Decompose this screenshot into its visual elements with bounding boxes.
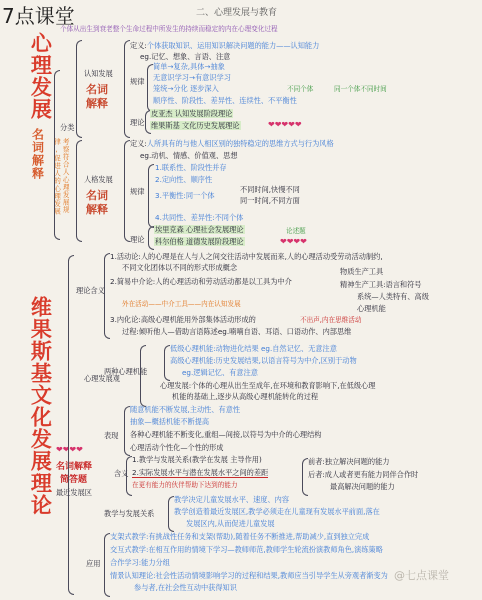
func-low: 低级心理机能:动物进化结果 eg.自然记忆、无意注意 (170, 344, 337, 353)
cog-rule-1: 简单→复杂,具体→抽象 (153, 62, 225, 71)
func-dev-view: 心理发展:个体的心理从出生至成年,在环境和教育影响下,在低级心理 (160, 381, 376, 390)
tm-line-3: 3.内化论:高级心理机能用外部集体活动形成的 (110, 315, 256, 324)
func-high-eg: eg.逻辑记忆、有意注意 (182, 368, 258, 377)
tm-line-1b: 不同文化团体以不同的形式形成概念 (122, 263, 238, 272)
brace-per-law (148, 164, 154, 228)
zpd-note: 在更有能力的伙伴帮助下达到的能力 (132, 481, 238, 489)
per-examples: eg.动机、情感、价值观、思想 (140, 151, 238, 160)
app-4b: 参与者,在社会性互动中获得知识 (134, 583, 237, 592)
per-rule-2: 2.定向性、顺序性 (155, 175, 213, 184)
page-title: 二、心理发展与教育 (196, 8, 278, 18)
tm-note-tools: 外在活动——中介工具——内在认知发展 (122, 300, 241, 308)
cog-rule-3c: 同一个体不同时间 (334, 85, 387, 93)
teaching-2: 教学创造着最近发展区,教学必须走在儿童现有发展水平前面,落在 (174, 507, 380, 516)
app-3: 合作学习:能力分组 (110, 558, 170, 567)
app-1: 支架式教学:有挑战性任务和支架(帮助),随着任务不断推进,帮助减少,直到独立完成 (110, 532, 370, 541)
teaching-2b: 发展区内,从而促进儿童发展 (186, 519, 275, 528)
brace-classify (54, 70, 60, 240)
tm-line-2: 2.简易中介论:人的心理活动和劳动活动都是以工具为中介 (110, 277, 292, 286)
cog-def: 个体获取知识、运用知识解决问题的能力——认知能力 (146, 41, 320, 50)
zpd-level-potential-2: 最高解决问题的能力 (330, 482, 395, 491)
per-explain-label (86, 189, 110, 217)
branch-psych-dev-view: 心理发展观 (84, 374, 120, 383)
func-high: 高级心理机能:历史发展结果,以语言符号为中介,区别于动物 (170, 356, 357, 365)
branch-two-functions: 两种心理机能 (104, 367, 148, 376)
zpd-point-2: 2.实际发展水平与潜在发展水平之间的差距 (132, 468, 269, 477)
per-theory: 理论 (130, 235, 145, 244)
per-rule-4: 4.共同性、差异性:不同个体 (155, 213, 244, 222)
label-recent-zone: 最近发展区 (56, 488, 92, 497)
title-explain: 名词解释 (30, 128, 45, 180)
tm-note-inner: 不出声,内在思维活动 (300, 316, 362, 324)
zpd-level-potential: 后者:成人或者更有能力同伴合作时 (308, 470, 419, 479)
per-theory-2: 科尔伯格 道德发展阶段理论 (155, 237, 244, 246)
brace-theory-meaning (104, 253, 110, 339)
zpd-level-actual: 前者:独立解决问题的能力 (308, 457, 390, 466)
per-theory-note: 论述题 (286, 227, 306, 235)
tm-line-3b: 过程:倾听他人—借助言语陈述eg.喃喃自语、耳语、口语动作、内部思维 (122, 327, 352, 336)
per-rule-1: 1.联系性、阶段性并存 (155, 163, 227, 172)
per-theory-1: 埃里克森 心理社会发展理论 (155, 225, 244, 234)
teaching-1: 教学决定儿童发展水平、速度、内容 (174, 495, 290, 504)
cog-theory: 理论 (130, 118, 145, 127)
per-def: 人所具有的与他人相区别的独特稳定的思维方式与行为风格 (146, 139, 334, 148)
cog-rule-4: 顺序性、阶段性、差异性、连续性、不平衡性 (153, 96, 297, 105)
branch-manifest: 表现 (104, 431, 119, 440)
branch-theory-meaning: 理论含义 (76, 286, 105, 295)
header-pre: 个体从出生到衰老整个生命过程中所发生的持续而稳定的内在心理变化过程 (60, 25, 278, 33)
hearts-vygotsky: ❤❤❤❤ (56, 445, 83, 454)
cog-examples: eg.记忆、想象、言语、注意 (140, 52, 231, 61)
cog-explain-label (86, 83, 110, 111)
func-dev-view-2: 机能的基础上,逐步从高级心理机能转化的过程 (172, 392, 319, 401)
manifest-1: 随意机能不断发展,主动性、有意性 (130, 405, 241, 414)
cog-rule-3b: 不同个体 (287, 85, 314, 93)
cog-rule-3: 笼统→分化 逐步深入 (153, 84, 219, 93)
branch-classify: 分类 (60, 123, 75, 132)
tm-tool-1: 物质生产工具 (340, 267, 384, 276)
cog-rule-2: 无意识学习→有意识学习 (153, 73, 231, 82)
cog-law: 规律 (130, 77, 145, 86)
per-rule-3: 3.平衡性:同一个体 (155, 191, 215, 200)
brace-personality (76, 140, 82, 242)
tm-tool-3: 系统—人类特有、高级 (357, 292, 429, 301)
per-law: 规律 (130, 187, 145, 196)
tm-line-1: 1.活动论:人的心理是在人与人之间交往活动中发展而来,人的心理活动受劳动活动制约, (110, 252, 383, 261)
cog-theory-2: 维果斯基 文化历史发展理论 (151, 121, 240, 130)
per-rule-3b: 同一时间,不同方面 (240, 196, 300, 205)
zpd-point-1: 1.教学与发展关系(教学在发展 主导作用) (132, 455, 262, 464)
label-essay: 简答题 (60, 475, 88, 485)
branch-application: 应用 (86, 559, 101, 568)
app-4: 情景认知理论:社会性活动情境影响学习的过程和结果,教师应当引导学生从旁观者渐变为 (110, 571, 388, 580)
title-vygotsky: 维果斯基文化发展理论 (28, 296, 53, 516)
branch-cognitive: 认知发展 (84, 69, 113, 78)
watermark: @七点课堂 (394, 569, 449, 582)
app-2: 交互式教学:在相互作用的情境下学习—教师师范,教师学生轮流扮演教师角色,演练策略 (110, 545, 383, 554)
manifest-4: 心理活动个性化—个性的形成 (130, 443, 224, 452)
brace-vygotsky (68, 255, 74, 595)
manifest-3: 各种心理机能不断变化,重组—间接,以符号为中介的心理结构 (130, 430, 322, 439)
hearts-per: ❤❤❤❤ (280, 237, 307, 246)
per-explain-text: 名词解释 (86, 189, 108, 216)
tm-tool-2: 精神生产工具:语言和符号 (340, 280, 422, 289)
per-def-label: 定义: (130, 139, 147, 148)
title-psych-dev: 心理发展 (28, 32, 53, 120)
branch-meaning: 含义 (114, 469, 129, 478)
explain-note: 考察符合人心理发展规律,促进人的心理发展 (52, 138, 70, 216)
tm-tool-4: 心理机能 (357, 304, 386, 313)
branch-personality: 人格发展 (84, 175, 113, 184)
hearts-cog: ❤❤❤❤❤ (268, 120, 302, 129)
corner-tag: 7点课堂 (0, 0, 77, 29)
manifest-2: 抽象—概括机能不断提高 (130, 417, 210, 426)
per-rule-3a: 不同时间,快慢不同 (240, 185, 300, 194)
label-explain2: 名词解释 (56, 462, 93, 472)
cog-def-label: 定义: (130, 41, 147, 50)
brace-cognitive (76, 40, 82, 138)
branch-teaching-relation: 教学与发展关系 (104, 509, 155, 518)
cog-explain-text: 名词解释 (86, 83, 108, 110)
cog-theory-1: 皮亚杰 认知发展阶段理论 (151, 109, 233, 118)
